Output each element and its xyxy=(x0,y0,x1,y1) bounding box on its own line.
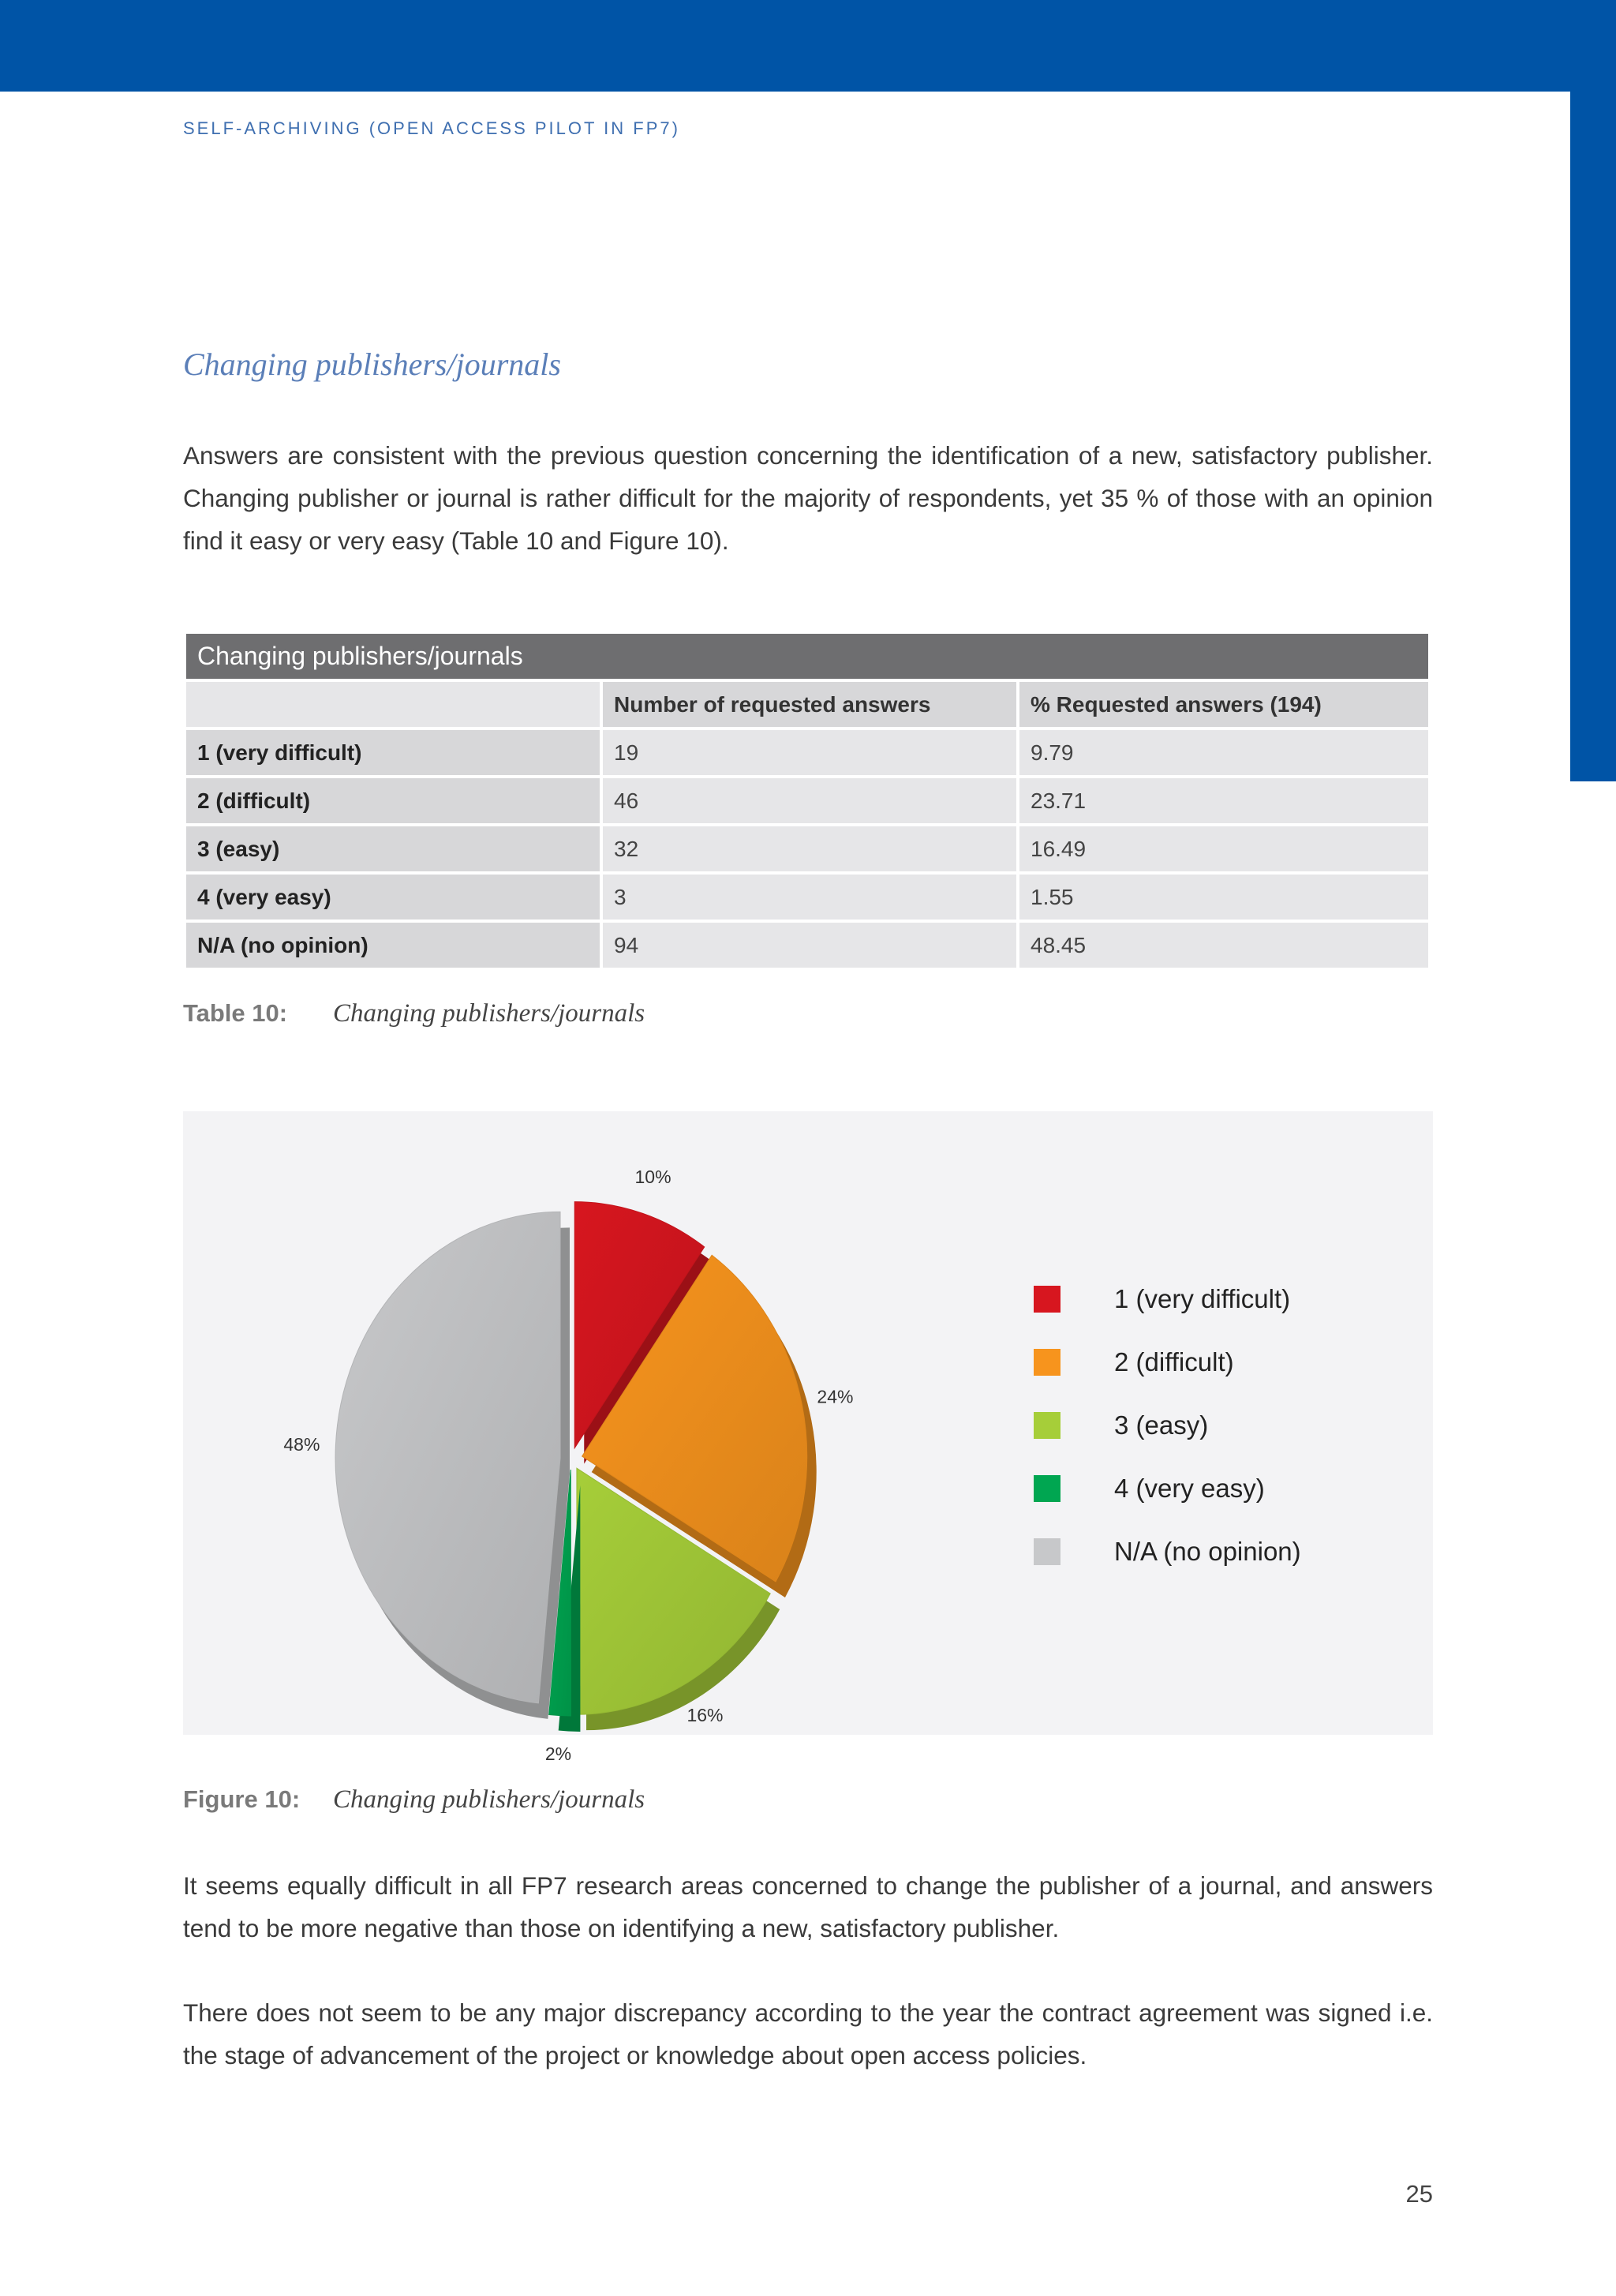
legend-swatch xyxy=(1034,1475,1060,1502)
pie-label-difficult: 24% xyxy=(817,1386,854,1407)
legend-swatch xyxy=(1034,1538,1060,1565)
pie-label-very-easy: 2% xyxy=(544,1743,572,1764)
pie-label-easy: 16% xyxy=(686,1705,724,1726)
row-count: 19 xyxy=(603,730,1016,775)
table-caption-label: Table 10: xyxy=(183,999,288,1027)
table-row xyxy=(186,826,1428,871)
row-label: 2 (difficult) xyxy=(186,778,600,823)
chart-legend xyxy=(1034,1268,1301,1583)
legend-item-very-difficult xyxy=(1034,1268,1301,1331)
table-row xyxy=(186,923,1428,968)
legend-label: 1 (very difficult) xyxy=(1114,1284,1291,1313)
pie-chart-figure xyxy=(183,1111,1433,1764)
row-count: 3 xyxy=(603,875,1016,920)
legend-item-difficult xyxy=(1034,1331,1301,1394)
legend-label: N/A (no opinion) xyxy=(1114,1537,1301,1566)
legend-swatch xyxy=(1034,1349,1060,1376)
legend-label: 2 (difficult) xyxy=(1114,1347,1234,1376)
table-header-percent: % Requested answers (194) xyxy=(1019,682,1428,727)
legend-swatch xyxy=(1034,1286,1060,1313)
legend-label: 3 (easy) xyxy=(1114,1410,1209,1440)
row-percent: 48.45 xyxy=(1019,923,1428,968)
row-label: 3 (easy) xyxy=(186,826,600,871)
row-percent: 23.71 xyxy=(1019,778,1428,823)
top-color-band xyxy=(0,0,1616,92)
table-row xyxy=(186,730,1428,775)
running-header: SELF-ARCHIVING (OPEN ACCESS PILOT IN FP7) xyxy=(183,118,680,138)
results-table xyxy=(183,631,1431,971)
legend-swatch xyxy=(1034,1412,1060,1439)
legend-item-easy xyxy=(1034,1394,1301,1457)
legend-item-no-opinion xyxy=(1034,1520,1301,1583)
figure-caption-label: Figure 10: xyxy=(183,1785,301,1813)
page-number: 25 xyxy=(1405,2180,1433,2208)
row-label: 1 (very difficult) xyxy=(186,730,600,775)
pie-label-no-opinion: 48% xyxy=(283,1433,320,1455)
row-percent: 9.79 xyxy=(1019,730,1428,775)
row-count: 46 xyxy=(603,778,1016,823)
table-row xyxy=(186,778,1428,823)
table-caption xyxy=(183,999,645,1028)
legend-label: 4 (very easy) xyxy=(1114,1474,1265,1503)
side-color-tab xyxy=(1570,92,1616,781)
row-percent: 1.55 xyxy=(1019,875,1428,920)
figure-caption-text: Changing publishers/journals xyxy=(333,1785,645,1814)
legend-item-very-easy xyxy=(1034,1457,1301,1520)
row-percent: 16.49 xyxy=(1019,826,1428,871)
pie-slice-no-opinion xyxy=(335,1212,560,1703)
table-header-count: Number of requested answers xyxy=(603,682,1016,727)
body-paragraph-2: There does not seem to be any major discrepancy according to the year the contract agreement was signed i.e. the stage of advancement of the project or knowledge about open access policies. xyxy=(183,1998,1433,2069)
row-count: 94 xyxy=(603,923,1016,968)
row-label: 4 (very easy) xyxy=(186,875,600,920)
table-header-row xyxy=(186,682,1428,727)
table-title-row xyxy=(186,634,1428,679)
row-count: 32 xyxy=(603,826,1016,871)
table-caption-text: Changing publishers/journals xyxy=(333,999,645,1028)
pie-label-very-difficult: 10% xyxy=(634,1167,671,1188)
figure-caption xyxy=(183,1785,645,1815)
row-label: N/A (no opinion) xyxy=(186,923,600,968)
body-paragraph-1: It seems equally difficult in all FP7 research areas concerned to change the publisher of a journal, and answers tend to be more negative than those on identifying a new, satisfactory publisher. xyxy=(183,1871,1433,1942)
table-row xyxy=(186,875,1428,920)
table-header-blank xyxy=(186,682,600,727)
table-title: Changing publishers/journals xyxy=(186,634,1428,679)
section-title: Changing publishers/journals xyxy=(183,346,561,382)
intro-paragraph: Answers are consistent with the previous question concerning the identification of a new, satisfactory publisher. Changing publisher or journal is rather difficult for the majority of respondents, yet 35 % of those with an opinion find it easy or very easy (Table 10 and Figure 10). xyxy=(183,441,1433,555)
